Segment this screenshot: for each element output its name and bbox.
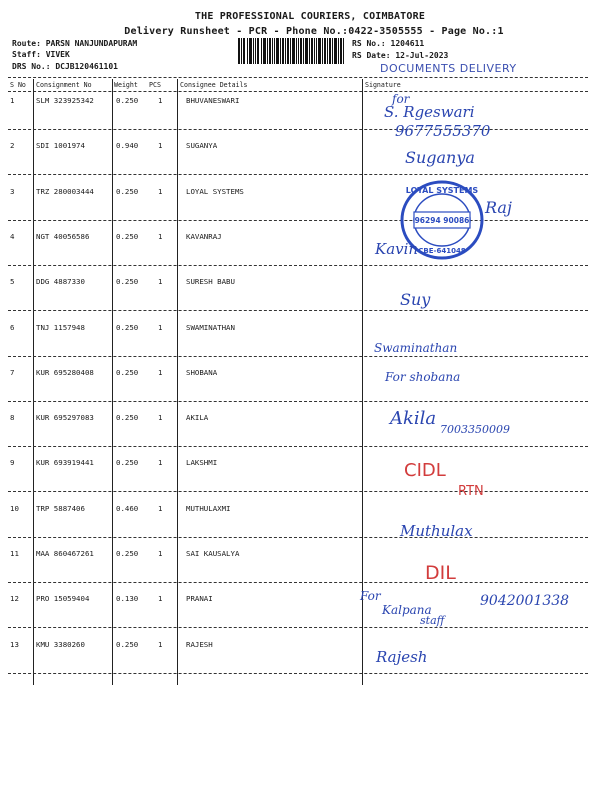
documents-delivery-stamp: DOCUMENTS DELIVERY [380, 62, 517, 75]
header-bottom-rule [8, 91, 588, 92]
consignee-name: RAJESH [186, 639, 213, 649]
row-divider [8, 537, 588, 538]
stamp-name: LOYAL SYSTEMS [405, 186, 479, 195]
table-row [0, 549, 600, 593]
receiver-phone-1: 9677555370 [395, 122, 491, 140]
row-sno: 13 [10, 639, 19, 649]
staff-label: Staff: VIVEK [12, 50, 70, 59]
consignment-number: PRO 15059404 [36, 594, 90, 604]
row-divider [8, 582, 588, 583]
staff-note-12: staff [420, 614, 445, 627]
col-consignment: Consignment No [36, 81, 92, 89]
consignment-number: MAA 860467261 [36, 549, 94, 558]
row-sno: 7 [10, 367, 15, 377]
note-row-7: For shobana [385, 370, 461, 384]
row-divider [8, 265, 588, 266]
pieces-count: 1 [158, 231, 163, 241]
consignee-name: LAKSHMI [186, 458, 218, 468]
company-title: THE PROFESSIONAL COURIERS, COIMBATORE [194, 11, 426, 22]
row-divider [8, 220, 588, 221]
receiver-phone-12: 9042001338 [480, 593, 570, 609]
pieces-count: 1 [158, 413, 163, 423]
weight-value: 0.250 [116, 367, 139, 377]
route-label: Route: PARSN NANJUNDAPURAM [12, 39, 138, 48]
row-sno: 8 [10, 413, 15, 423]
row-divider [8, 627, 588, 628]
row-sno: 10 [10, 503, 19, 513]
status-cidl: CIDL [404, 460, 446, 481]
row-sno: 4 [10, 231, 15, 241]
consignee-name: BHUVANESWARI [186, 96, 240, 105]
signature-row-13: Rajesh [376, 648, 428, 666]
consignment-number: SDI 1001974 [36, 141, 85, 151]
number-row-8: 7003350009 [440, 423, 510, 436]
pieces-count: 1 [158, 277, 163, 287]
pieces-count: 1 [158, 503, 163, 513]
pieces-count: 1 [158, 96, 163, 105]
weight-value: 0.250 [116, 231, 139, 241]
table-row [0, 504, 600, 548]
for-note: for [392, 92, 410, 106]
table-row [0, 232, 600, 276]
pieces-count: 1 [158, 141, 163, 151]
table-row [0, 640, 600, 684]
stamp-phone: 96294 90086 [414, 216, 470, 225]
drs-label: DRS No.: DCJB120461101 [12, 62, 118, 71]
consignee-name: SURESH BABU [186, 277, 235, 287]
consignment-number: TRP 5887406 [36, 503, 85, 513]
barcode [238, 38, 344, 64]
consignee-name: SAI KAUSALYA [186, 549, 240, 558]
signature-row-5: Suy [400, 290, 431, 309]
stamp-code: CBE-641048 [418, 247, 466, 255]
col-consignee: Consignee Details [180, 81, 248, 89]
col-weight: Weight [114, 81, 138, 89]
receiver-name-1: S. Rgeswari [384, 103, 475, 121]
table-row [0, 141, 600, 185]
runsheet-subtitle: Delivery Runsheet - PCR - Phone No.:0422-3505555 - Page No.:1 [124, 26, 504, 37]
consignee-name: PRANAI [186, 594, 213, 604]
consignee-name: SHOBANA [186, 367, 218, 377]
consignment-number: KMU 3380260 [36, 639, 85, 649]
consignee-name: LOYAL SYSTEMS [186, 186, 244, 196]
rs-date: RS Date: 12-Jul-2023 [352, 51, 449, 60]
consignee-name: MUTHULAXMI [186, 503, 231, 513]
weight-value: 0.250 [116, 413, 139, 423]
header-top-rule [8, 77, 588, 78]
row-sno: 9 [10, 458, 15, 468]
row-divider [8, 673, 588, 674]
signature-row-3: Raj [485, 198, 512, 217]
pieces-count: 1 [158, 639, 163, 649]
row-divider [8, 174, 588, 175]
status-rtn: RTN [458, 484, 484, 499]
weight-value: 0.250 [116, 639, 139, 649]
table-row [0, 413, 600, 457]
row-sno: 1 [10, 96, 15, 105]
pieces-count: 1 [158, 186, 163, 196]
table-row [0, 458, 600, 502]
consignee-name: SWAMINATHAN [186, 322, 235, 332]
pieces-count: 1 [158, 458, 163, 468]
pieces-count: 1 [158, 322, 163, 332]
row-divider [8, 129, 588, 130]
consignment-number: DDG 4887330 [36, 277, 85, 287]
weight-value: 0.250 [116, 549, 139, 558]
signature-row-6: Swaminathan [374, 341, 458, 355]
row-sno: 12 [10, 594, 19, 604]
weight-value: 0.250 [116, 96, 139, 105]
weight-value: 0.250 [116, 277, 139, 287]
consignment-number: KUR 695280408 [36, 367, 94, 377]
table-header [10, 79, 590, 91]
signature-row-4: Kavin [375, 240, 419, 258]
weight-value: 0.250 [116, 186, 139, 196]
signature-row-10: Muthulax [400, 522, 473, 540]
row-sno: 3 [10, 186, 15, 196]
rs-number: RS No.: 1204611 [352, 39, 425, 48]
pieces-count: 1 [158, 594, 163, 604]
table-row [0, 368, 600, 412]
weight-value: 0.940 [116, 141, 139, 151]
consignee-name: KAVANRAJ [186, 231, 222, 241]
col-sno: S No [10, 81, 26, 89]
consignment-number: NGT 40056586 [36, 231, 90, 241]
col-pcs: PCS [149, 81, 161, 89]
consignment-number: KUR 695297083 [36, 413, 94, 423]
status-dil: DIL [425, 562, 456, 584]
table-row [0, 96, 600, 140]
row-divider [8, 491, 588, 492]
weight-value: 0.250 [116, 322, 139, 332]
consignment-number: KUR 693919441 [36, 458, 94, 468]
pieces-count: 1 [158, 367, 163, 377]
pieces-count: 1 [158, 549, 163, 558]
row-sno: 6 [10, 322, 15, 332]
consignee-name: SUGANYA [186, 141, 218, 151]
row-sno: 5 [10, 277, 15, 287]
weight-value: 0.130 [116, 594, 139, 604]
table-row [0, 277, 600, 321]
row-divider [8, 446, 588, 447]
consignment-number: TRZ 280003444 [36, 186, 94, 196]
row-divider [8, 356, 588, 357]
consignment-number: TNJ 1157948 [36, 322, 85, 332]
for-note-12: For [360, 589, 381, 603]
row-sno: 11 [10, 549, 19, 558]
row-divider [8, 310, 588, 311]
row-divider [8, 401, 588, 402]
signature-row-8: Akila [390, 408, 437, 429]
consignee-name: AKILA [186, 413, 209, 423]
table-row [0, 323, 600, 367]
receiver-name-12: Kalpana [382, 603, 432, 617]
signature-row-2: Suganya [405, 148, 475, 167]
weight-value: 0.250 [116, 458, 139, 468]
col-signature: Signature [365, 81, 401, 89]
consignment-number: SLM 323925342 [36, 96, 94, 105]
weight-value: 0.460 [116, 503, 139, 513]
row-sno: 2 [10, 141, 15, 151]
